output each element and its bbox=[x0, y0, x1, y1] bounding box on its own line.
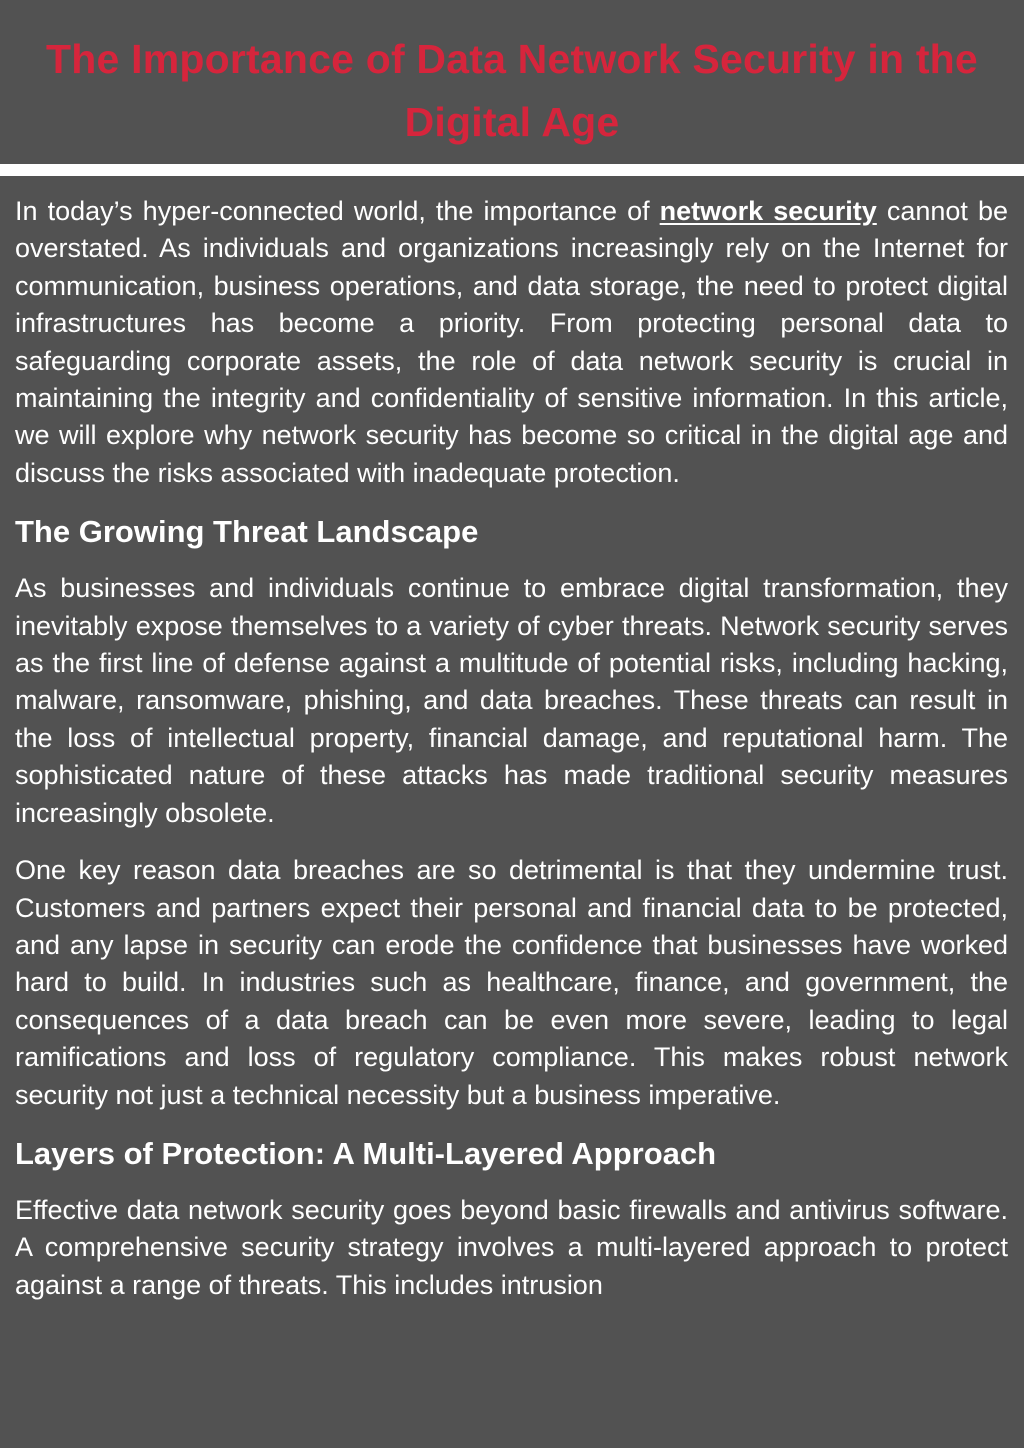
layers-of-protection-paragraph-1: Effective data network security goes beyond basic firewalls and antivirus software. A comprehensive security strategy involves a multi-layered approach to protect against a range of threats. This includes intrusion bbox=[15, 1194, 1008, 1300]
header-divider bbox=[0, 164, 1024, 176]
threat-landscape-paragraph-1: As businesses and individuals continue to embrace digital transformation, they inevitably expose themselves to a variety of cyber threats. Network security serves as the first line of defense against a multitude of potential risks, including hacking, malware, ransomware, phishing, and data breaches. These threats can result in the loss of intellectual property, financial damage, and reputational harm. The sophisticated nature of these attacks has made traditional security measures increasingly obsolete. bbox=[15, 573, 1008, 828]
intro-paragraph bbox=[15, 193, 1008, 492]
intro-text-end: cannot be overstated. As individuals and organizations increasingly rely on the Internet for communication, business operations, and data storage, the need to protect digital infrastructures has become a priority. From protecting personal data to safeguarding corporate assets, the role of data network security is crucial in maintaining the integrity and confidentiality of sensitive information. In this article, we will explore why network security has become so critical in the digital age and discuss the risks associated with inadequate protection. bbox=[15, 196, 1008, 488]
article-body bbox=[15, 193, 1008, 1304]
page-header bbox=[0, 0, 1024, 164]
section-heading-layers-of-protection: Layers of Protection: A Multi-Layered Approach bbox=[15, 1135, 717, 1171]
threat-landscape-paragraph-2: One key reason data breaches are so detrimental is that they undermine trust. Customers and partners expect their personal and financial data to be protected, and any lapse in security can erode the confidence that businesses have worked hard to build. In industries such as healthcare, finance, and government, the consequences of a data breach can be even more severe, leading to legal ramifications and loss of regulatory compliance. This makes robust network security not just a technical necessity but a business imperative. bbox=[15, 855, 1008, 1110]
section-heading-threat-landscape: The Growing Threat Landscape bbox=[15, 514, 479, 550]
intro-text-start: In today’s hyper-connected world, the importance of bbox=[15, 196, 660, 226]
network-security-link[interactable]: network security bbox=[659, 196, 877, 226]
page-title: The Importance of Data Network Security in the Digital Age bbox=[46, 36, 978, 145]
